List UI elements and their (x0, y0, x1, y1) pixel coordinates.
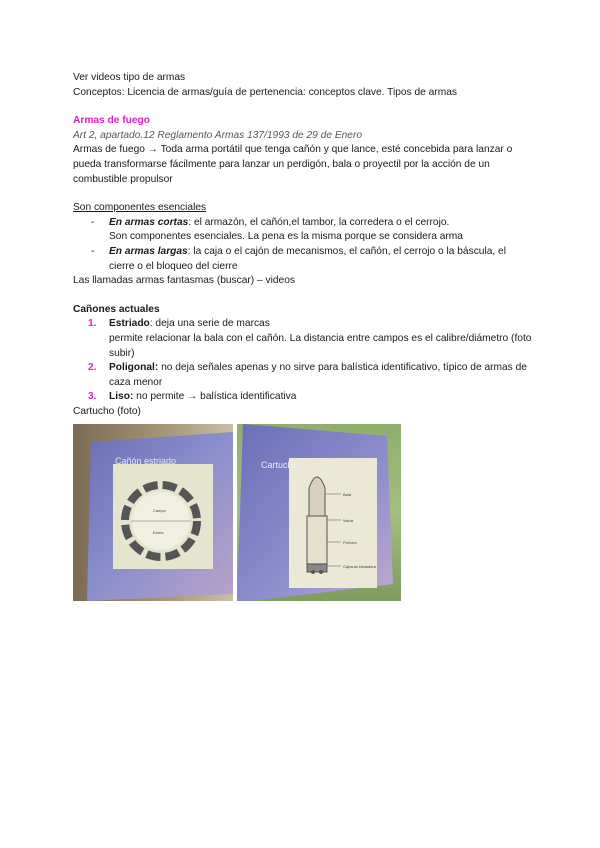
components-list (73, 216, 533, 274)
section-title-armas-de-fuego: Armas de fuego (73, 115, 150, 127)
components-extra: Son componentes esenciales. La pena es la misma porque se considera arma (109, 231, 463, 243)
left-slide-title: Cañón estriado (115, 456, 177, 466)
barrel-term: Estriado (109, 318, 150, 330)
barrel-term: Liso: (109, 391, 134, 403)
components-term: En armas largas (109, 245, 188, 257)
barrel-extra: permite relacionar la bala con el cañón. La distancia entre campos es el calibre/diámetro (foto subir) (109, 332, 532, 359)
photo-row (73, 424, 401, 601)
right-slide-label-3: Pólvora (343, 540, 357, 545)
firearm-definition: Armas de fuego → Toda arma portátil que tenga cañón y que lance, esté concebida para lanzar o pueda transformarse fácilmente para lanzar un perdigón, bala o proyectil por la acción de un combustible propulsor (73, 144, 513, 185)
list-item (73, 390, 533, 405)
barrel-text: : deja una serie de marcas (149, 318, 270, 330)
left-slide-label-1: Campo (153, 508, 166, 513)
left-slide-label-2: Estría (153, 530, 164, 535)
list-number: 1. (88, 318, 97, 330)
list-item (73, 216, 533, 245)
barrel-text: no permite → balística identificativa (133, 391, 297, 403)
right-slide-title: Cartucho (261, 460, 298, 470)
legal-reference: Art 2, apartado.12 Reglamento Armas 137/1993 de 29 de Enero (73, 129, 363, 141)
list-item (73, 245, 533, 274)
barrel-text: no deja señales apenas y no sirve para balística identificativo, típico de armas de caza menor (109, 362, 527, 388)
list-number: 3. (88, 391, 97, 403)
list-number: 2. (88, 362, 97, 374)
photo-cartridge (237, 424, 401, 601)
right-slide-label-2: Vaina (343, 518, 353, 523)
intro-line-1: Ver videos tipo de armas (73, 72, 186, 83)
components-text: : la caja o el cajón de mecanismos, el cañón, el cerrojo o la báscula, el cierre o el bloqueo del cierre (109, 245, 506, 272)
right-slide-label-4: Cápsula iniciadora (343, 564, 376, 569)
right-slide-label-1: Bala (343, 492, 352, 497)
intro-line-2: Conceptos: Licencia de armas/guía de pertenencia: conceptos clave. Tipos de armas (73, 86, 457, 98)
barrels-list (73, 317, 533, 405)
barrel-term: Poligonal: (109, 362, 159, 374)
components-text: : el armazón, el cañón,el tambor, la corredera o el cerrojo. (188, 216, 450, 228)
list-item (73, 361, 533, 390)
cartridge-caption: Cartucho (foto) (73, 405, 141, 417)
document-page (73, 71, 533, 419)
ghost-weapons-note: Las llamadas armas fantasmas (buscar) – videos (73, 275, 295, 287)
barrels-title: Cañones actuales (73, 303, 160, 315)
photo-rifled-barrel (73, 424, 233, 601)
list-item (73, 317, 533, 361)
components-term: En armas cortas (109, 216, 189, 228)
components-title: Son componentes esenciales (73, 202, 207, 214)
